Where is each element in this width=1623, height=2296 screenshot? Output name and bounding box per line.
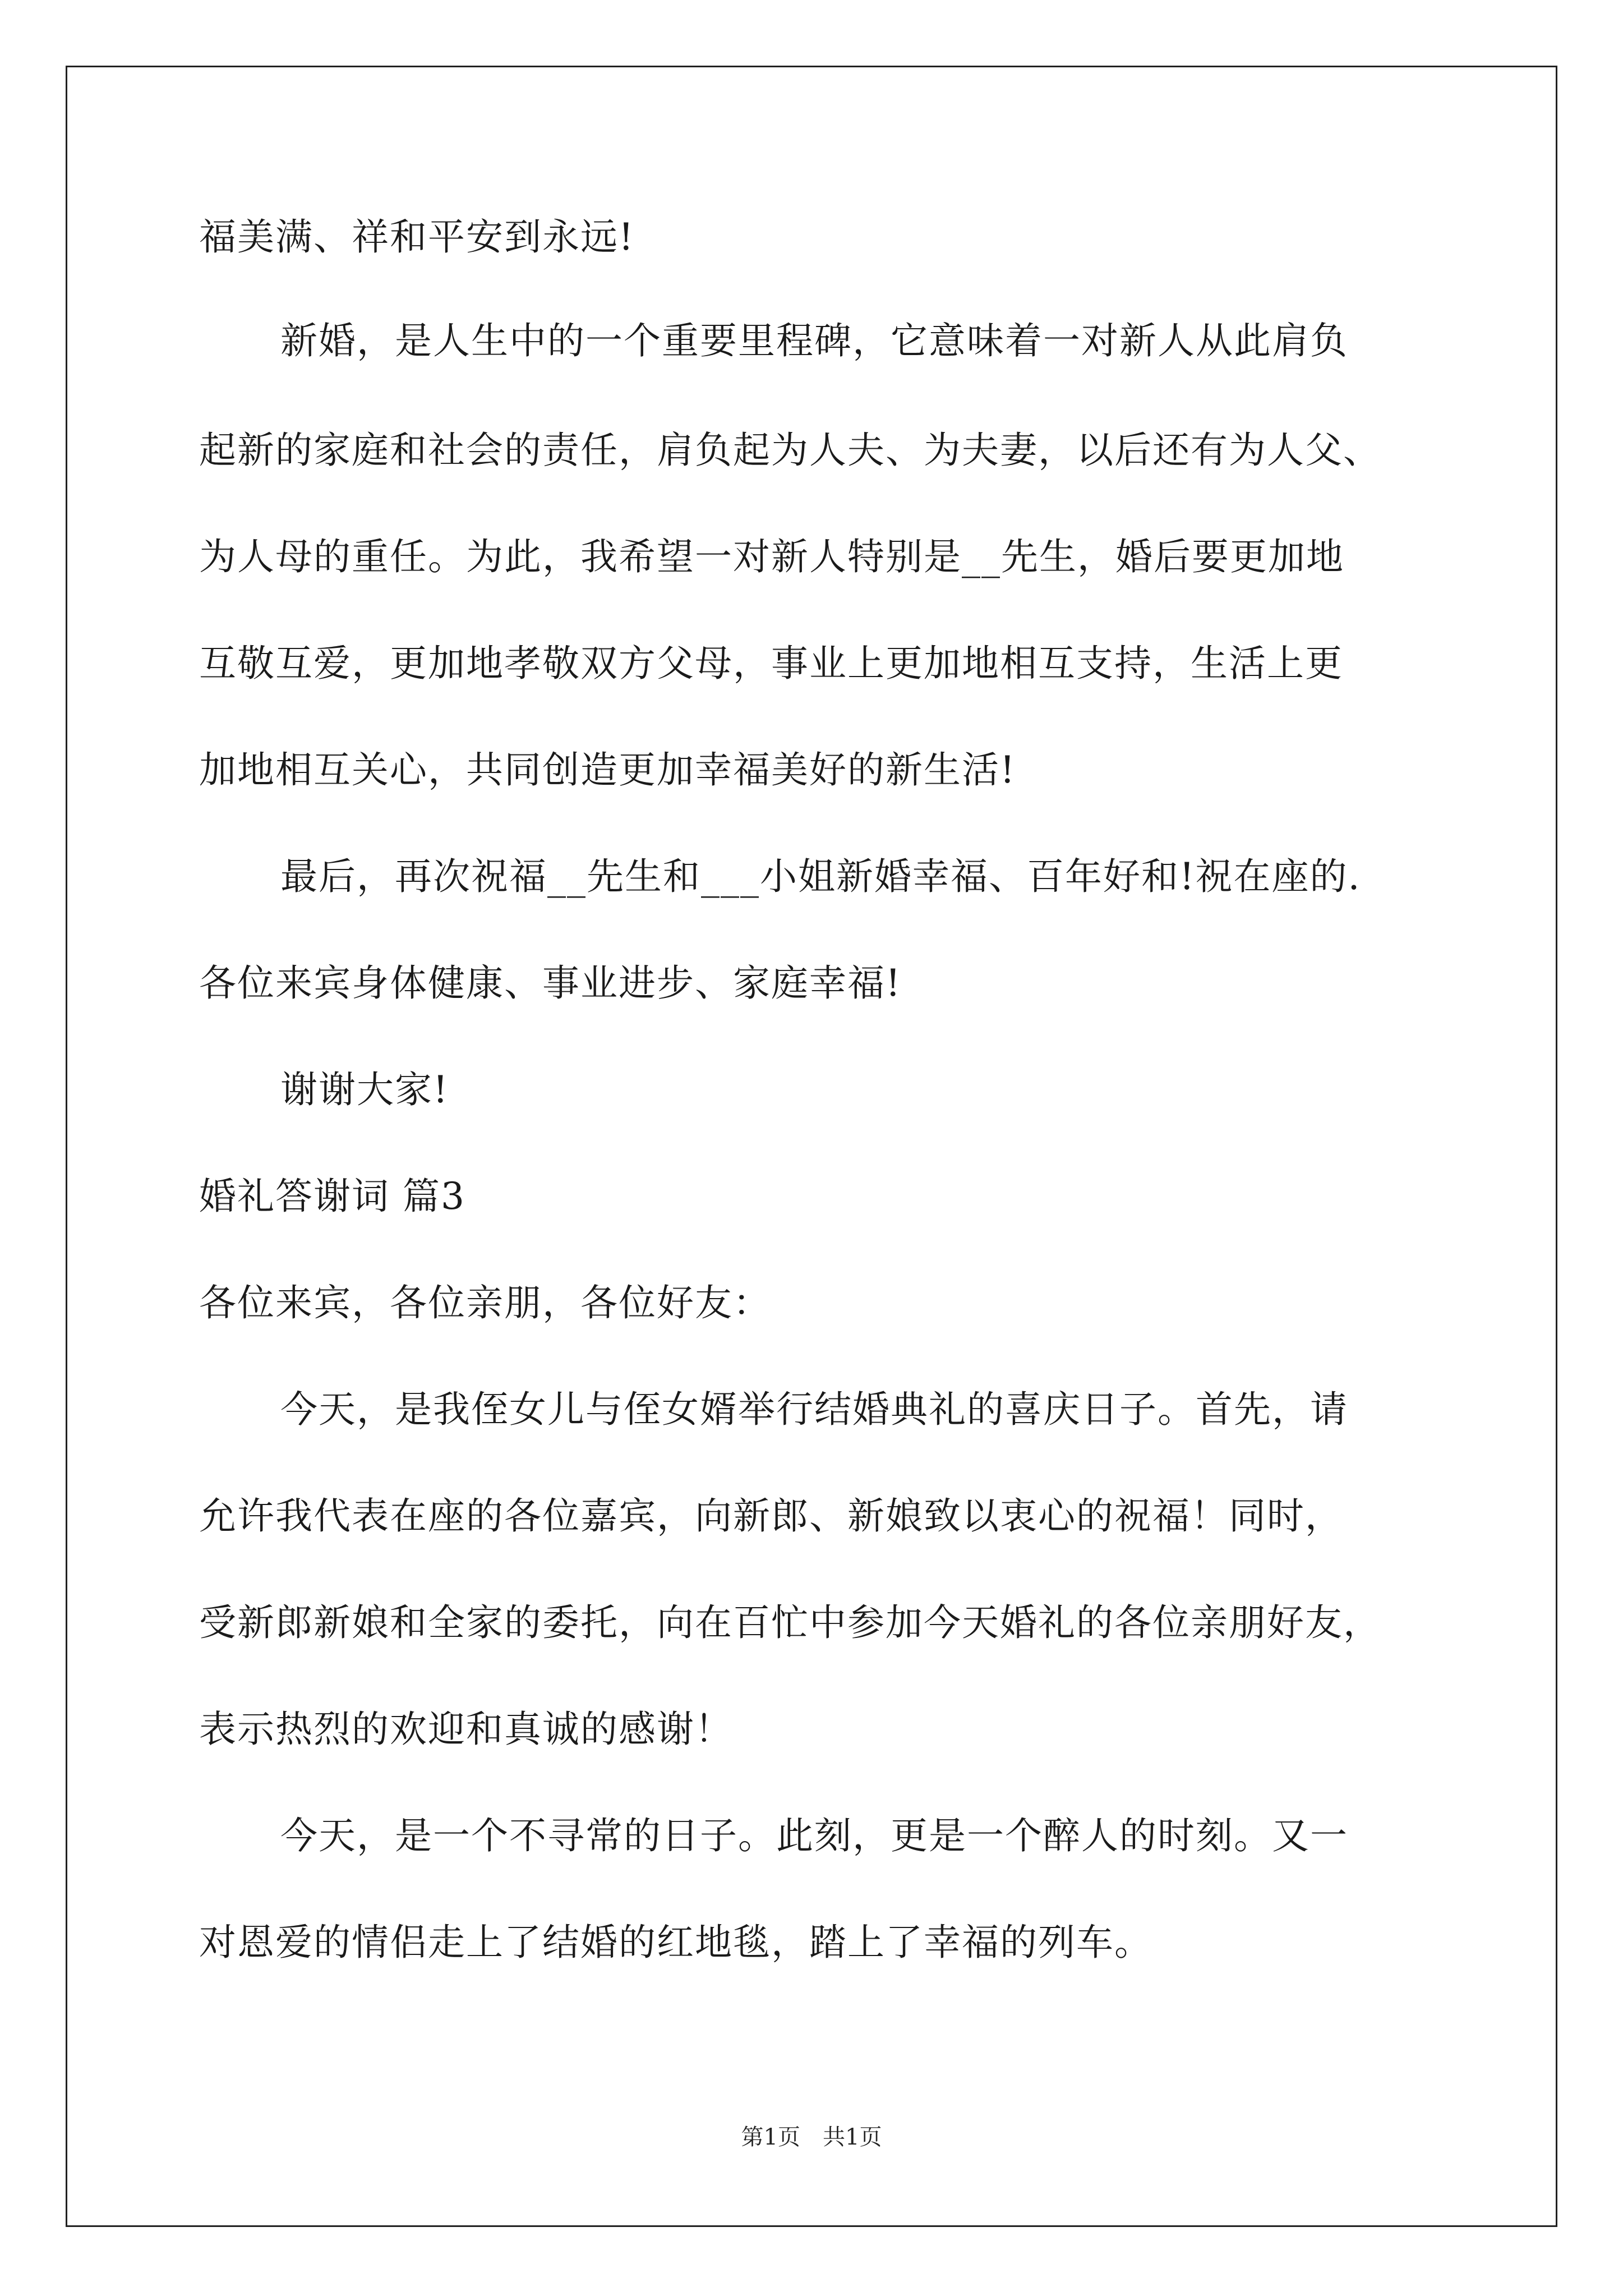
paragraph-line: 允许我代表在座的各位嘉宾，向新郎、新娘致以衷心的祝福！同时， — [199, 1494, 1343, 1538]
section-heading: 婚礼答谢词 篇3 — [199, 1175, 465, 1218]
page-border — [66, 66, 1557, 2227]
paragraph-line: 最后，再次祝福__先生和___小姐新婚幸福、百年好和!祝在座的. — [280, 855, 1361, 898]
paragraph-line: 表示热烈的欢迎和真诚的感谢！ — [199, 1708, 733, 1751]
paragraph-line: 新婚，是人生中的一个重要里程碑，它意味着一对新人从此肩负 — [280, 319, 1348, 362]
paragraph-line: 起新的家庭和社会的责任，肩负起为人夫、为夫妻，以后还有为人父、 — [199, 429, 1381, 472]
page-footer — [0, 2120, 1623, 2154]
paragraph-line: 各位来宾身体健康、事业进步、家庭幸福! — [199, 961, 902, 1005]
page-number: 第1页 — [741, 2124, 800, 2150]
paragraph-line: 今天，是一个不寻常的日子。此刻，更是一个醉人的时刻。又一 — [280, 1814, 1348, 1857]
paragraph-line: 为人母的重任。为此，我希望一对新人特别是__先生，婚后要更加地 — [199, 535, 1344, 578]
paragraph-line: 今天，是我侄女儿与侄女婿举行结婚典礼的喜庆日子。首先，请 — [280, 1388, 1348, 1431]
page-total: 共1页 — [823, 2124, 882, 2150]
paragraph-line: 加地相互关心，共同创造更加幸福美好的新生活! — [199, 748, 1016, 792]
paragraph-line: 谢谢大家! — [280, 1068, 449, 1111]
paragraph-line: 对恩爱的情侣走上了结婚的红地毯，踏上了幸福的列车。 — [199, 1921, 1152, 1964]
paragraph-line: 互敬互爱，更加地孝敬双方父母，事业上更加地相互支持，生活上更 — [199, 642, 1343, 685]
paragraph-line: 受新郎新娘和全家的委托，向在百忙中参加今天婚礼的各位亲朋好友， — [199, 1601, 1381, 1644]
paragraph-line: 福美满、祥和平安到永远! — [199, 215, 635, 259]
salutation: 各位来宾，各位亲朋，各位好友： — [199, 1281, 771, 1324]
